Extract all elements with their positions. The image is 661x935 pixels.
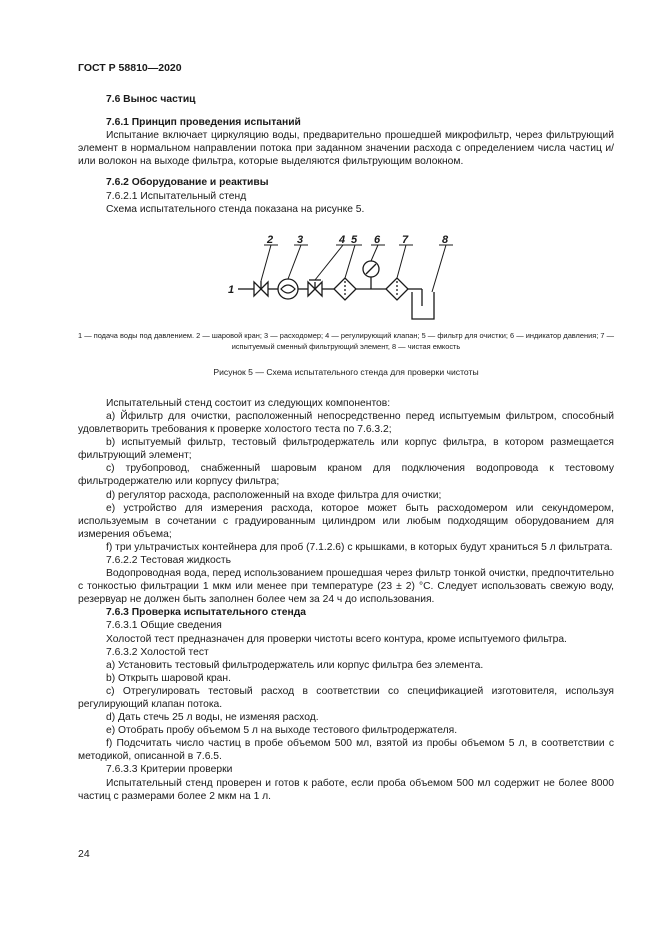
component-item-b: b) испытуемый фильтр, тестовый фильтродержатель или корпус фильтра, в котором размещается фильтрующий элемент; [78,437,614,462]
subsection-7633-title: 7.6.3.3 Критерии проверки [106,764,233,776]
test-bench-diagram [78,226,614,328]
fig-label-6: 6 [374,233,381,246]
component-item-f: f) три ультрачистых контейнера для проб (7.1.2.6) с крышками, в которых будут храниться 5 л фильтрата. [106,541,613,553]
subsection-762-title: 7.6.2 Оборудование и реактивы [106,177,269,189]
figure-legend-text: 1 — подача воды под давлением. 2 — шаровой кран; 3 — расходомер; 4 — регулирующий клапан; 5 — фильтр для очистки; 6 — индикатор давления; 7 — испытуемый сменный фильтрующий элемент, 8 — чистая емкость [78,330,614,351]
figure-legend [78,330,614,352]
subsection-7631-text: Холостой тест предназначен для проверки чистоты всего контура, кроме испытуемого фильтра. [106,633,567,645]
subsection-761-text: Испытание включает циркуляцию воды, предварительно прошедшей микрофильтр, через фильтрующий элемент в нормальном направлении потока при заданном значении расхода с определением числа частиц и/или волокон на выходе фильтра, которые выделяются фильтрующим волокном. [78,130,614,168]
subsection-7621-text: Схема испытательного стенда показана на рисунке 5. [106,203,365,215]
subsection-7632-title: 7.6.3.2 Холостой тест [106,646,209,658]
regulating-valve-symbol [308,280,322,296]
component-item-d: d) регулятор расхода, расположенный на входе фильтра для очистки; [106,489,442,501]
page-body [78,93,614,803]
flow-meter-symbol [278,279,298,299]
subsection-763-title: 7.6.3 Проверка испытательного стенда [106,607,306,619]
subsection-7631-title: 7.6.3.1 Общие сведения [106,620,222,632]
fig-label-3: 3 [297,233,304,246]
blank-test-step-a: a) Установить тестовый фильтродержатель или корпус фильтра без элемента. [106,659,484,671]
standard-header: ГОСТ Р 58810—2020 [78,62,182,74]
subsection-761-title: 7.6.1 Принцип проведения испытаний [106,117,301,129]
fig-label-2: 2 [267,233,274,246]
subsection-7621-title: 7.6.2.1 Испытательный стенд [106,190,247,202]
subsection-7622-title: 7.6.2.2 Тестовая жидкость [106,554,232,566]
blank-test-step-e: e) Отобрать пробу объемом 5 л на выходе тестового фильтродержателя. [106,725,458,737]
blank-test-step-f: f) Подсчитать число частиц в пробе объемом 500 мл, взятой из пробы объемом 5 л, в соответствии с методикой, описанной в 7.6.5. [78,738,614,763]
fig-label-5: 5 [351,233,358,246]
fig-label-7: 7 [402,233,409,246]
pressure-gauge-symbol [363,261,379,289]
component-item-e: e) устройство для измерения расхода, которое может быть расходомером или секундомером, используемым в сочетании с градуированным цилиндром или любым подходящим оборудованием для измерения объема; [78,502,614,540]
ball-valve-symbol [254,281,268,296]
subsection-7622-text: Водопроводная вода, перед использованием прошедшая через фильтр тонкой очистки, предпочтительно с тонкостью фильтрации 1 мкм или менее при температуре (23 ± 2) °С. Следует использовать свежую воду, резервуар не должен быть заполнен более чем за 24 ч до использования. [78,568,614,606]
prefilter-symbol [334,278,356,300]
component-item-c: c) трубопровод, снабженный шаровым краном для подключения водопровода к тестовому фильтродержателю или корпусу фильтра; [78,463,614,488]
test-bench-figure [78,226,614,328]
subsection-7633-text: Испытательный стенд проверен и готов к работе, если проба объемом 500 мл содержит не более 8000 частиц с размерами более 2 мкм на 1 л. [78,777,614,802]
component-item-a: a) Йфильтр для очистки, расположенный непосредственно перед испытуемым фильтром, способный удовлетворить требования к проверке холостого теста по 7.6.3.2; [78,410,614,436]
blank-test-step-c: c) Отрегулировать тестовый расход в соответствии со спецификацией изготовителя, используя регулирующий клапан потока. [78,685,614,710]
blank-test-step-b: b) Открыть шаровой кран. [106,672,231,684]
section-title: 7.6 Вынос частиц [106,94,196,105]
figure-caption: Рисунок 5 — Схема испытательного стенда для проверки чистоты [213,366,479,377]
fig-label-8: 8 [442,233,449,246]
blank-test-step-d: d) Дать стечь 25 л воды, не изменяя расход. [106,712,319,724]
test-filter-symbol [386,278,408,300]
components-intro: Испытательный стенд состоит из следующих компонентов: [106,397,391,409]
page-number: 24 [78,848,90,860]
clean-vessel-symbol [412,289,434,319]
fig-label-1: 1 [228,283,235,296]
fig-label-4: 4 [339,233,346,246]
